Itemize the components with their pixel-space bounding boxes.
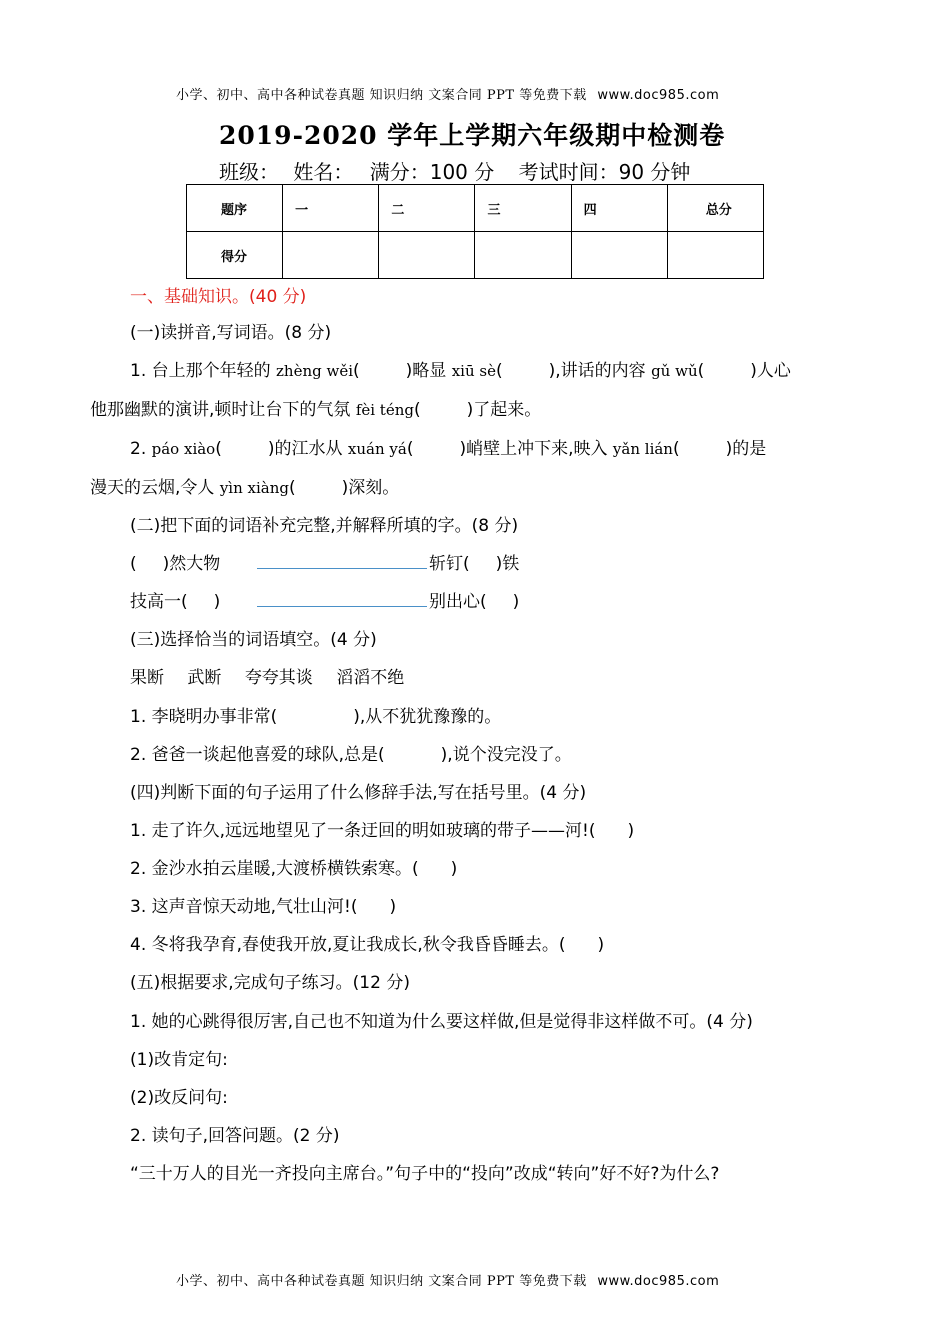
question-line: 2. 读句子,回答问题。(2 分) — [130, 1126, 340, 1146]
text: ) — [627, 821, 635, 841]
text: 2. — [130, 439, 147, 459]
text: 3. 这声音惊天动地,气壮山河!( — [130, 897, 358, 917]
full-score-label: 满分：100 分 — [369, 160, 495, 184]
word-option: 夸夸其谈 — [244, 668, 313, 688]
text: ( — [406, 439, 414, 459]
text: 他那幽默的演讲,顿时让台下的气氛 — [90, 400, 351, 420]
text: ),从不犹犹豫豫的。 — [353, 707, 502, 727]
text: 2. 金沙水拍云崖暖,大渡桥横铁索寒。( — [130, 859, 419, 879]
question-line — [130, 549, 220, 574]
question-heading: (二)把下面的词语补充完整,并解释所填的字。(8 分) — [130, 516, 519, 536]
score-input-cell[interactable] — [475, 232, 571, 279]
text: ) — [450, 859, 458, 879]
pinyin: xiū sè — [451, 362, 496, 380]
header-site: www.doc985.com — [597, 88, 720, 103]
pinyin: zhèng wěi — [276, 362, 354, 380]
class-label: 班级： — [219, 160, 279, 184]
text: )的江水从 — [267, 439, 343, 459]
explanation-underline[interactable] — [257, 568, 427, 569]
page-header — [176, 84, 719, 103]
question-line — [429, 549, 519, 574]
text: ( — [672, 439, 680, 459]
question-line — [90, 395, 541, 420]
word-bank — [130, 663, 404, 688]
text: ( — [353, 361, 360, 381]
text: ),说个没完没了。 — [440, 745, 572, 765]
question-heading: (五)根据要求,完成句子练习。(12 分) — [130, 973, 410, 993]
text: 4. 冬将我孕育,春使我开放,夏让我成长,秋令我昏昏睡去。( — [130, 935, 566, 955]
text: )然大物 — [162, 554, 221, 574]
score-input-cell[interactable] — [379, 232, 475, 279]
question-line — [429, 587, 519, 612]
section-heading: 一、基础知识。(40 分) — [130, 287, 307, 307]
question-heading: (四)判断下面的句子运用了什么修辞手法,写在括号里。(4 分) — [130, 783, 587, 803]
question-line — [130, 854, 457, 879]
footer-site: www.doc985.com — [597, 1274, 720, 1289]
question-line: 1. 她的心跳得很厉害,自己也不知道为什么要这样做,但是觉得非这样做不可。(4 分) — [130, 1012, 753, 1032]
explanation-underline[interactable] — [257, 606, 427, 607]
table-cell: 得分 — [187, 232, 283, 279]
question-line — [130, 740, 572, 765]
question-heading: (一)读拼音,写词语。(8 分) — [130, 323, 332, 343]
footer-text: 小学、初中、高中各种试卷真题 知识归纳 文案合同 PPT 等免费下载 — [176, 1274, 587, 1289]
text: ( — [495, 361, 503, 381]
table-cell: 三 — [475, 185, 571, 232]
score-input-cell[interactable] — [667, 232, 763, 279]
text: ),讲话的内容 — [548, 361, 646, 381]
question-heading: (三)选择恰当的词语填空。(4 分) — [130, 630, 377, 650]
name-label: 姓名： — [293, 160, 354, 184]
question-line — [130, 587, 220, 612]
pinyin: yìn xiàng — [219, 479, 289, 497]
score-table-header-row — [187, 185, 764, 232]
text: 1. 走了许久,远远地望见了一条迂回的明如玻璃的带子——河!( — [130, 821, 596, 841]
question-line: (1)改肯定句: — [130, 1050, 228, 1070]
text: ) — [213, 592, 221, 612]
score-input-cell[interactable] — [283, 232, 379, 279]
text: ( — [697, 361, 705, 381]
pinyin: xuán yá — [347, 440, 407, 458]
score-table-score-row — [187, 232, 764, 279]
text: ( — [413, 400, 421, 420]
word-option: 武断 — [187, 668, 222, 688]
text: ( — [130, 554, 137, 574]
text: 漫天的云烟,令人 — [90, 478, 215, 498]
word-option: 滔滔不绝 — [336, 668, 405, 688]
text: 斩钉( — [429, 554, 470, 574]
text: )人心 — [750, 361, 791, 381]
table-cell: 题序 — [187, 185, 283, 232]
question-line — [130, 434, 766, 459]
text: ( — [288, 478, 296, 498]
question-line — [130, 356, 791, 381]
word-option: 果断 — [130, 668, 164, 688]
table-cell: 一 — [283, 185, 379, 232]
text: )峭壁上冲下来,映入 — [459, 439, 608, 459]
text: 技高一( — [130, 592, 188, 612]
text: )的是 — [725, 439, 767, 459]
text: ) — [512, 592, 520, 612]
score-input-cell[interactable] — [571, 232, 667, 279]
header-text: 小学、初中、高中各种试卷真题 知识归纳 文案合同 PPT 等免费下载 — [176, 88, 587, 103]
table-cell: 二 — [379, 185, 475, 232]
text: 1. 台上那个年轻的 — [130, 361, 271, 381]
text: ( — [215, 439, 222, 459]
text: 2. 爸爸一谈起他喜爱的球队,总是( — [130, 745, 385, 765]
text: ) — [389, 897, 397, 917]
pinyin: páo xiào — [151, 440, 216, 458]
table-cell: 总分 — [667, 185, 763, 232]
page-footer — [176, 1270, 719, 1289]
info-row — [219, 156, 690, 185]
text: 1. 李晓明办事非常( — [130, 707, 278, 727]
text: )铁 — [495, 554, 520, 574]
question-line — [130, 816, 634, 841]
exam-time-label: 考试时间：90 分钟 — [518, 160, 691, 184]
pinyin: yǎn lián — [612, 440, 673, 458]
score-table — [186, 184, 764, 279]
text: ) — [597, 935, 605, 955]
text: )了起来。 — [466, 400, 542, 420]
table-cell: 四 — [571, 185, 667, 232]
text: )深刻。 — [341, 478, 400, 498]
question-line: “三十万人的目光一齐投向主席台。”句子中的“投向”改成“转向”好不好?为什么? — [130, 1164, 720, 1184]
question-line: (2)改反问句: — [130, 1088, 228, 1108]
text: )略显 — [405, 361, 447, 381]
pinyin: gǔ wǔ — [651, 362, 698, 380]
question-line — [130, 930, 604, 955]
question-line — [90, 473, 399, 498]
question-line — [130, 892, 396, 917]
text: 别出心( — [429, 592, 487, 612]
pinyin: fèi téng — [355, 401, 414, 419]
page-title: 2019-2020 学年上学期六年级期中检测卷 — [219, 121, 726, 150]
question-line — [130, 702, 501, 727]
